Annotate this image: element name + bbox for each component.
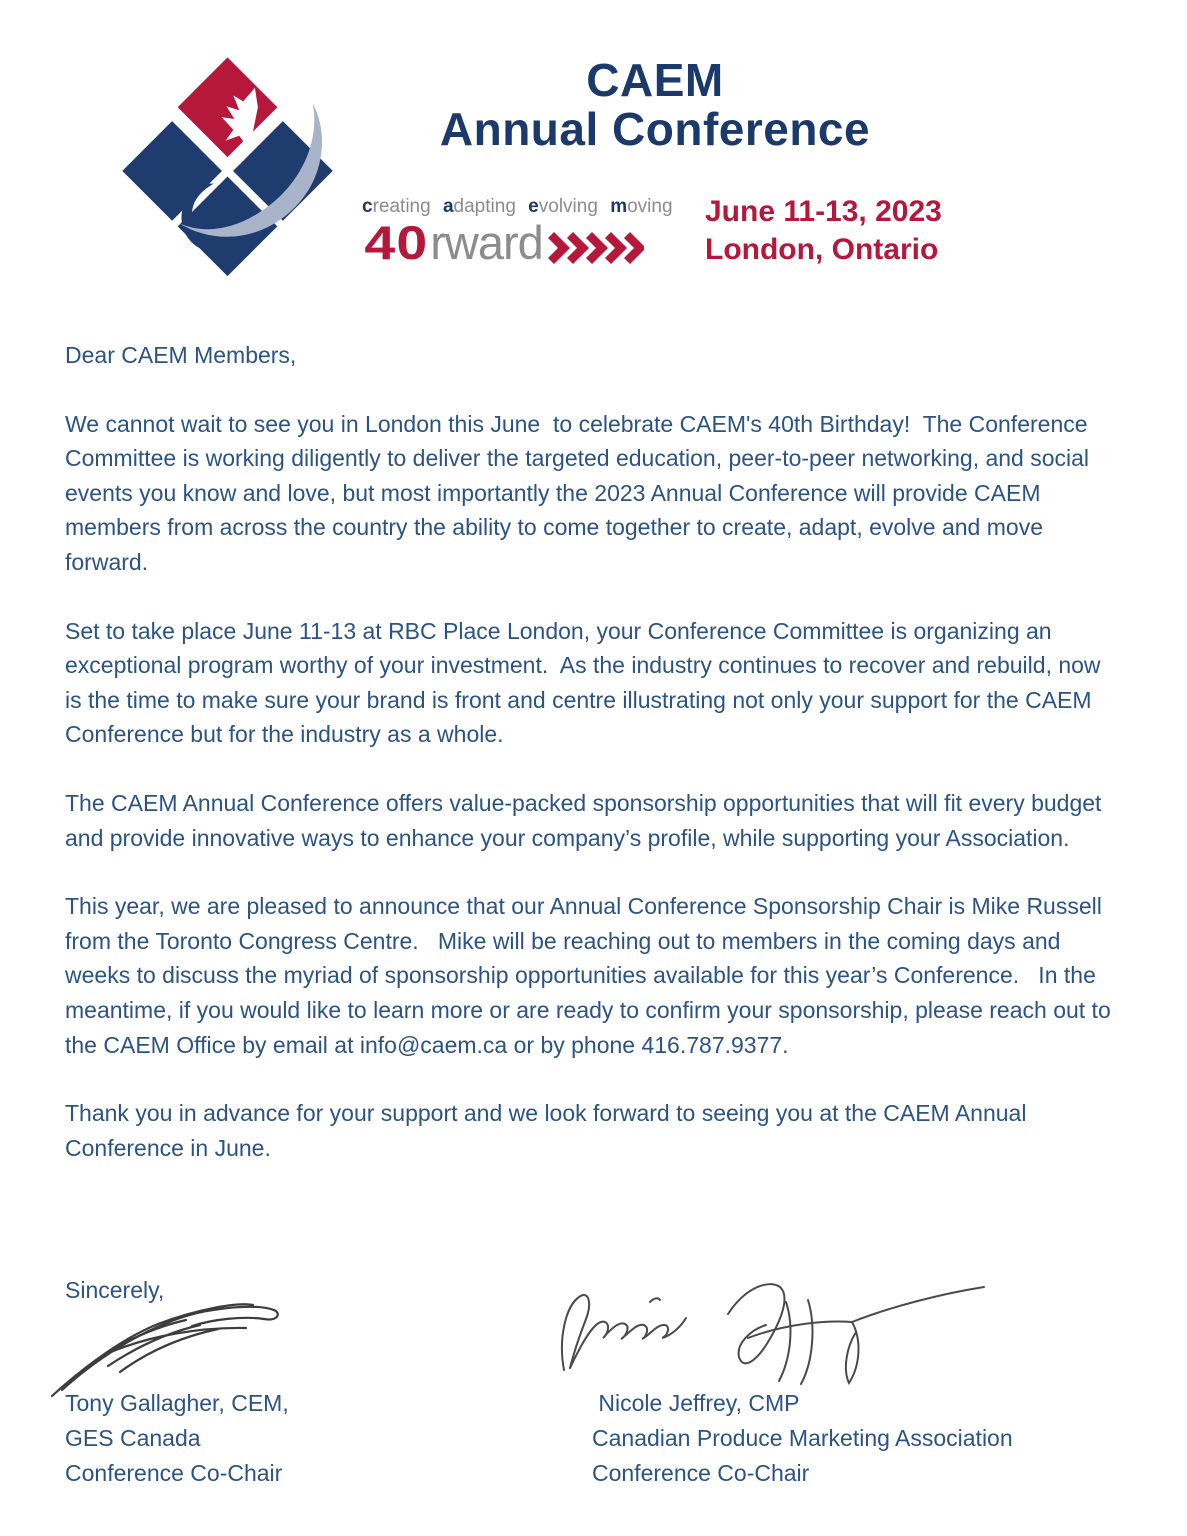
forward-chevrons-icon	[548, 231, 644, 265]
fortyward-brand	[362, 196, 680, 269]
letter-paragraph-5: Thank you in advance for your support and we look forward to seeing you at the CAEM Annual Conference in June.	[65, 1100, 1033, 1161]
letter-paragraph-4: This year, we are pleased to announce that our Annual Conference Sponsorship Chair is Mike Russell from the Toronto Congress Centre. Mike will be reaching out to members in the coming days and weeks to discuss the myriad of sponsorship opportunities available for this year’s Conference. In the meantime, if you would like to learn more or are ready to confirm your sponsorship, please reach out to the CAEM Office by email at info@caem.ca or by phone 416.787.9377.	[65, 893, 1118, 1058]
event-date: June 11-13, 2023	[705, 195, 942, 228]
caem-diamond-logo-icon	[110, 48, 345, 288]
fortyward-rward: rward	[430, 216, 543, 269]
org-name: CAEM	[586, 54, 724, 106]
signer-block-nicole	[592, 1386, 1013, 1491]
nicole-jeffrey-signature	[558, 1274, 988, 1399]
letter-paragraph-2: Set to take place June 11-13 at RBC Place London, your Conference Committee is organizing an exceptional program worthy of your investment. As the industry continues to recover and rebuild, now is the time to make sure your brand is front and centre illustrating not only your support for the CAEM Conference but for the industry as a whole.	[65, 617, 1107, 748]
fortyward-wordmark	[362, 216, 680, 269]
tony-gallagher-signature	[46, 1288, 306, 1400]
signer-name: Nicole Jeffrey, CMP	[592, 1390, 800, 1416]
conference-title	[340, 56, 970, 154]
signer-name: Tony Gallagher, CEM,	[65, 1390, 289, 1416]
salutation: Dear CAEM Members,	[65, 342, 297, 368]
tagline-word: adapting	[442, 196, 516, 217]
signer-block-tony	[65, 1386, 289, 1491]
tagline-word: moving	[610, 196, 673, 217]
signer-role: Conference Co-Chair	[592, 1460, 810, 1486]
tagline	[362, 196, 680, 218]
conference-title-line2: Annual Conference	[439, 103, 871, 155]
tagline-word: creating	[362, 196, 431, 217]
fortyward-40: 40	[364, 216, 429, 269]
letter-body	[65, 338, 1117, 1199]
letter-paragraph-1: We cannot wait to see you in London this June to celebrate CAEM's 40th Birthday! The Conference Committee is working diligently to deliver the targeted education, peer-to-peer networking, and social events you know and love, but most importantly the 2023 Annual Conference will provide CAEM members from across the country the ability to come together to create, adapt, evolve and move forward.	[65, 410, 1096, 575]
signer-role: Conference Co-Chair	[65, 1460, 283, 1486]
closing: Sincerely,	[65, 1277, 165, 1303]
event-location: London, Ontario	[705, 233, 939, 266]
signer-org: GES Canada	[65, 1425, 201, 1451]
signer-org: Canadian Produce Marketing Association	[592, 1425, 1013, 1451]
letter-paragraph-3: The CAEM Annual Conference offers value-packed sponsorship opportunities that will fit every budget and provide innovative ways to enhance your company’s profile, while supporting your Association.	[65, 789, 1108, 851]
tagline-word: evolving	[528, 196, 598, 217]
event-date-location	[705, 193, 942, 269]
